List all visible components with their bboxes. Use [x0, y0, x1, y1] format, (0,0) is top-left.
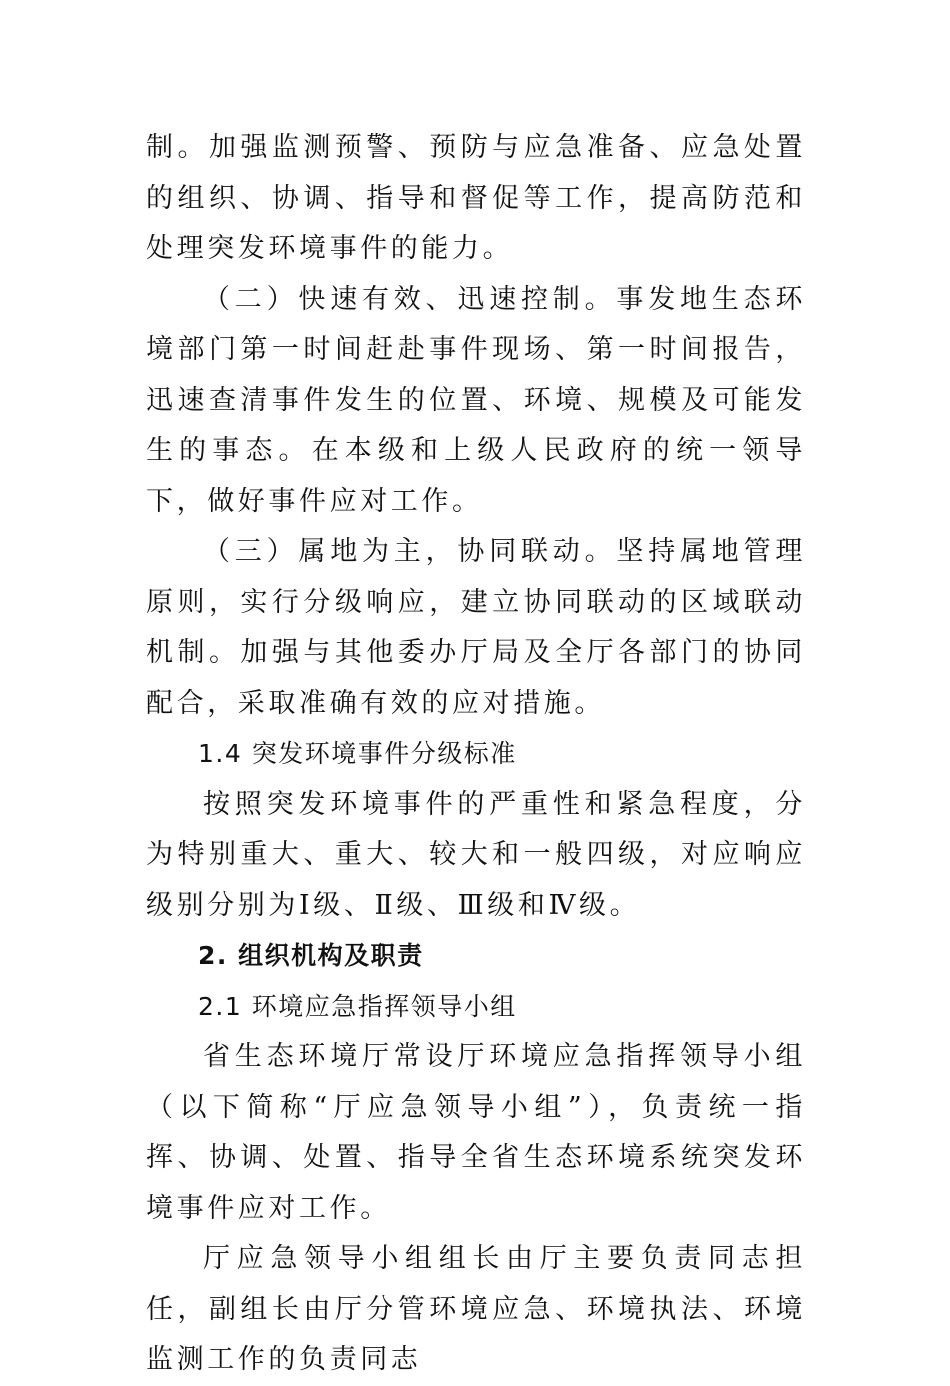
paragraph-grading-standard: 按照突发环境事件的严重性和紧急程度，分为特别重大、重大、较大和一般四级，对应响应级别分别为Ⅰ级、Ⅱ级、Ⅲ级和Ⅳ级。 [146, 788, 806, 921]
paragraph-principle-two: （二）快速有效、迅速控制。事发地生态环境部门第一时间赶赴事件现场、第一时间报告，迅速查清事件发生的位置、环境、规模及可能发生的事态。在本级和上级人民政府的统一领导下，做好事件应对工作。 [146, 283, 806, 517]
document-body [146, 123, 806, 1386]
paragraph-principle-three: （三）属地为主，协同联动。坚持属地管理原则，实行分级响应，建立协同联动的区域联动机制。加强与其他委办厅局及全厅各部门的协同配合，采取准确有效的应对措施。 [146, 536, 806, 719]
paragraph-continuation: 制。加强监测预警、预防与应急准备、应急处置的组织、协调、指导和督促等工作，提高防范和处理突发环境事件的能力。 [146, 132, 806, 264]
paragraph-leading-group: 省生态环境厅常设厅环境应急指挥领导小组（以下简称“厅应急领导小组”），负责统一指挥、协调、处置、指导全省生态环境系统突发环境事件应对工作。 [146, 1041, 806, 1224]
section-heading-1-4: 1.4 突发环境事件分级标准 [198, 739, 517, 768]
paragraph-group-leader: 厅应急领导小组组长由厅主要负责同志担任，副组长由厅分管环境应急、环境执法、环境监测工作的负责同志 [146, 1243, 806, 1375]
section-heading-2-1: 2.1 环境应急指挥领导小组 [198, 991, 517, 1021]
section-heading-2: 2. 组织机构及职责 [198, 941, 424, 970]
